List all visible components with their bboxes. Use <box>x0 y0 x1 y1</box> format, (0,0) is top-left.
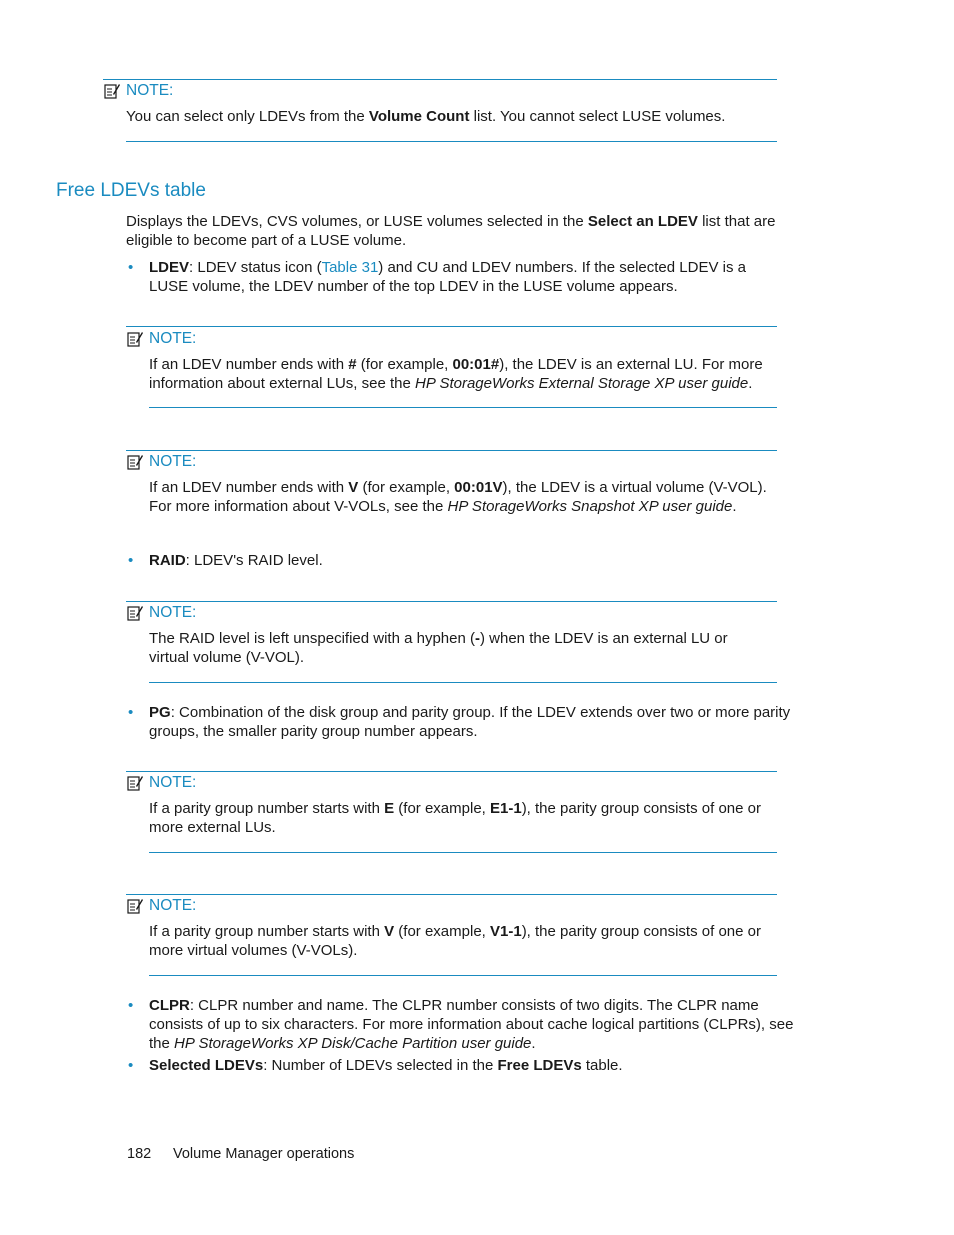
note-label: NOTE: <box>149 453 197 470</box>
note-pencil-icon <box>127 605 143 621</box>
page-number: 182 <box>127 1146 152 1162</box>
note-top-rule <box>126 771 777 772</box>
table-31-link[interactable]: Table 31 <box>321 259 379 276</box>
bullet-pg: PG: Combination of the disk group and parity group. If the LDEV extends over two or more parity groups, the smaller parity group number appears. <box>149 704 791 740</box>
note-body: If a parity group number starts with E (for example, E1-1), the parity group consists of one or more external LUs. <box>149 800 761 836</box>
bullet-marker: • <box>128 1057 134 1074</box>
note-label: NOTE: <box>149 897 197 914</box>
note-body: If a parity group number starts with V (for example, V1-1), the parity group consists of one or more virtual volumes (V-VOLs). <box>149 923 761 959</box>
note-pencil-icon <box>127 898 143 914</box>
note-top-rule <box>126 894 777 895</box>
bullet-selected-ldevs: Selected LDEVs: Number of LDEVs selected in the Free LDEVs table. <box>149 1057 623 1074</box>
note-heading <box>127 329 196 349</box>
note-heading <box>127 603 196 623</box>
note-body: If an LDEV number ends with V (for example, 00:01V), the LDEV is a virtual volume (V-VOL). For more information about V-VOLs, see the HP StorageWorks Snapshot XP user guide. <box>149 479 767 515</box>
note-heading <box>104 81 173 101</box>
bullet-ldev: LDEV: LDEV status icon (Table 31) and CU and LDEV numbers. If the selected LDEV is a LUSE volume, the LDEV number of the top LDEV in the LUSE volume appears. <box>149 259 746 295</box>
note-label: NOTE: <box>149 604 197 621</box>
note-top-rule <box>103 79 777 80</box>
note-heading <box>127 773 196 793</box>
note-bottom-rule <box>149 852 777 853</box>
note-bottom-rule <box>149 682 777 683</box>
note-pencil-icon <box>127 331 143 347</box>
note-pencil-icon <box>127 775 143 791</box>
note-label: NOTE: <box>149 774 197 791</box>
note-top-rule <box>126 450 777 451</box>
bullet-raid: RAID: LDEV's RAID level. <box>149 552 323 569</box>
bullet-marker: • <box>128 704 134 721</box>
bullet-marker: • <box>128 259 134 276</box>
section-title: Free LDEVs table <box>56 180 206 201</box>
note-pencil-icon <box>127 454 143 470</box>
note-body: You can select only LDEVs from the Volume Count list. You cannot select LUSE volumes. <box>126 108 726 125</box>
bullet-marker: • <box>128 997 134 1014</box>
note-bottom-rule <box>149 975 777 976</box>
footer-section-title: Volume Manager operations <box>173 1146 355 1162</box>
note-body: If an LDEV number ends with # (for example, 00:01#), the LDEV is an external LU. For more information about external LUs, see the HP StorageWorks External Storage XP user guide. <box>149 356 763 392</box>
bullet-clpr: CLPR: CLPR number and name. The CLPR number consists of two digits. The CLPR name consists of up to six characters. For more information about cache logical partitions (CLPRs), see the HP StorageWorks XP Disk/Cache Partition user guide. <box>149 997 794 1052</box>
note-pencil-icon <box>104 83 120 99</box>
note-top-rule <box>126 601 777 602</box>
note-heading <box>127 452 196 472</box>
note-label: NOTE: <box>126 82 174 99</box>
note-bottom-rule <box>149 407 777 408</box>
intro-paragraph: Displays the LDEVs, CVS volumes, or LUSE volumes selected in the Select an LDEV list that are eligible to become part of a LUSE volume. <box>126 213 776 249</box>
note-heading <box>127 896 196 916</box>
note-bottom-rule <box>126 141 777 142</box>
note-top-rule <box>126 326 777 327</box>
bullet-marker: • <box>128 552 134 569</box>
note-body: The RAID level is left unspecified with a hyphen (-) when the LDEV is an external LU or virtual volume (V-VOL). <box>149 630 728 666</box>
note-label: NOTE: <box>149 330 197 347</box>
